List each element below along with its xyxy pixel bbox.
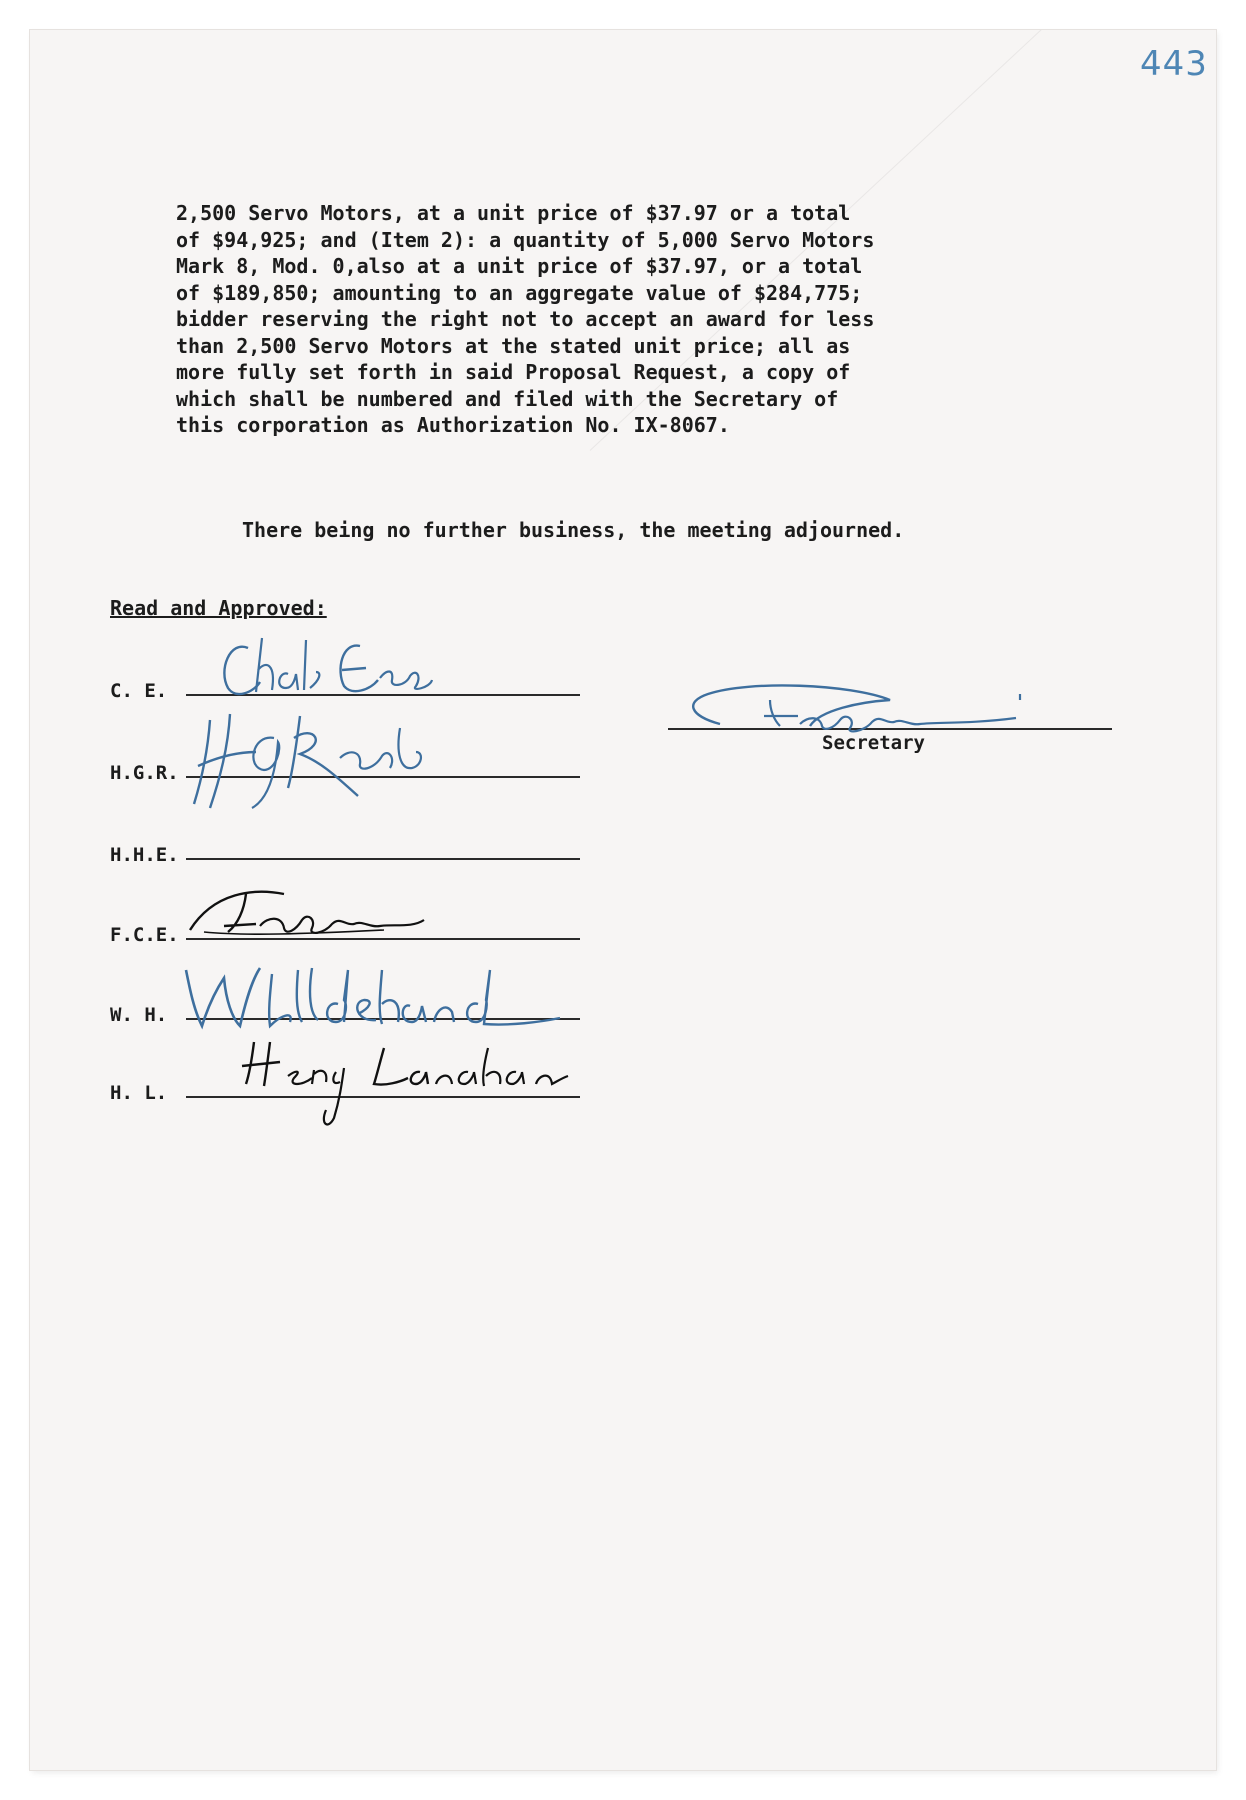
signature-initials: C. E. (110, 680, 168, 702)
body-line: of $189,850; amounting to an aggregate value of $284,775; (176, 280, 863, 305)
signature-w-h (180, 960, 580, 1040)
closing-sentence: There being no further business, the meeting adjourned. (242, 518, 905, 542)
signature-f-c-e (184, 880, 524, 950)
signature-c-e (210, 630, 590, 710)
read-and-approved-heading: Read and Approved: (110, 596, 327, 620)
resolution-paragraph (176, 200, 1036, 439)
signature-h-l (236, 1038, 586, 1138)
signature-initials: H.H.E. (110, 844, 179, 866)
signature-h-g-r (190, 708, 490, 818)
body-line: bidder reserving the right not to accept an award for less (176, 307, 875, 331)
secretary-label: Secretary (822, 732, 925, 754)
signature-initials: F.C.E. (110, 924, 179, 946)
signature-row-h-h-e (110, 826, 590, 866)
signature-initials: H.G.R. (110, 762, 179, 784)
signature-initials: H. L. (110, 1082, 168, 1104)
body-line: Mark 8, Mod. 0,also at a unit price of $37.97, or a total (176, 254, 863, 278)
signature-secretary (680, 680, 1080, 750)
body-line: this corporation as Authorization No. IX-8067. (176, 413, 730, 437)
body-line: which shall be numbered and filed with the Secretary of (176, 386, 839, 411)
body-line: of $94,925; and (Item 2): a quantity of 5,000 Servo Motors (176, 227, 875, 252)
page-number: 443 (1140, 44, 1208, 84)
body-line: more fully set forth in said Proposal Request, a copy of (176, 360, 851, 384)
signature-initials: W. H. (110, 1004, 168, 1026)
body-line: 2,500 Servo Motors, at a unit price of $37.97 or a total (176, 201, 851, 225)
signature-line (186, 858, 580, 860)
body-line: than 2,500 Servo Motors at the stated unit price; all as (176, 333, 851, 358)
